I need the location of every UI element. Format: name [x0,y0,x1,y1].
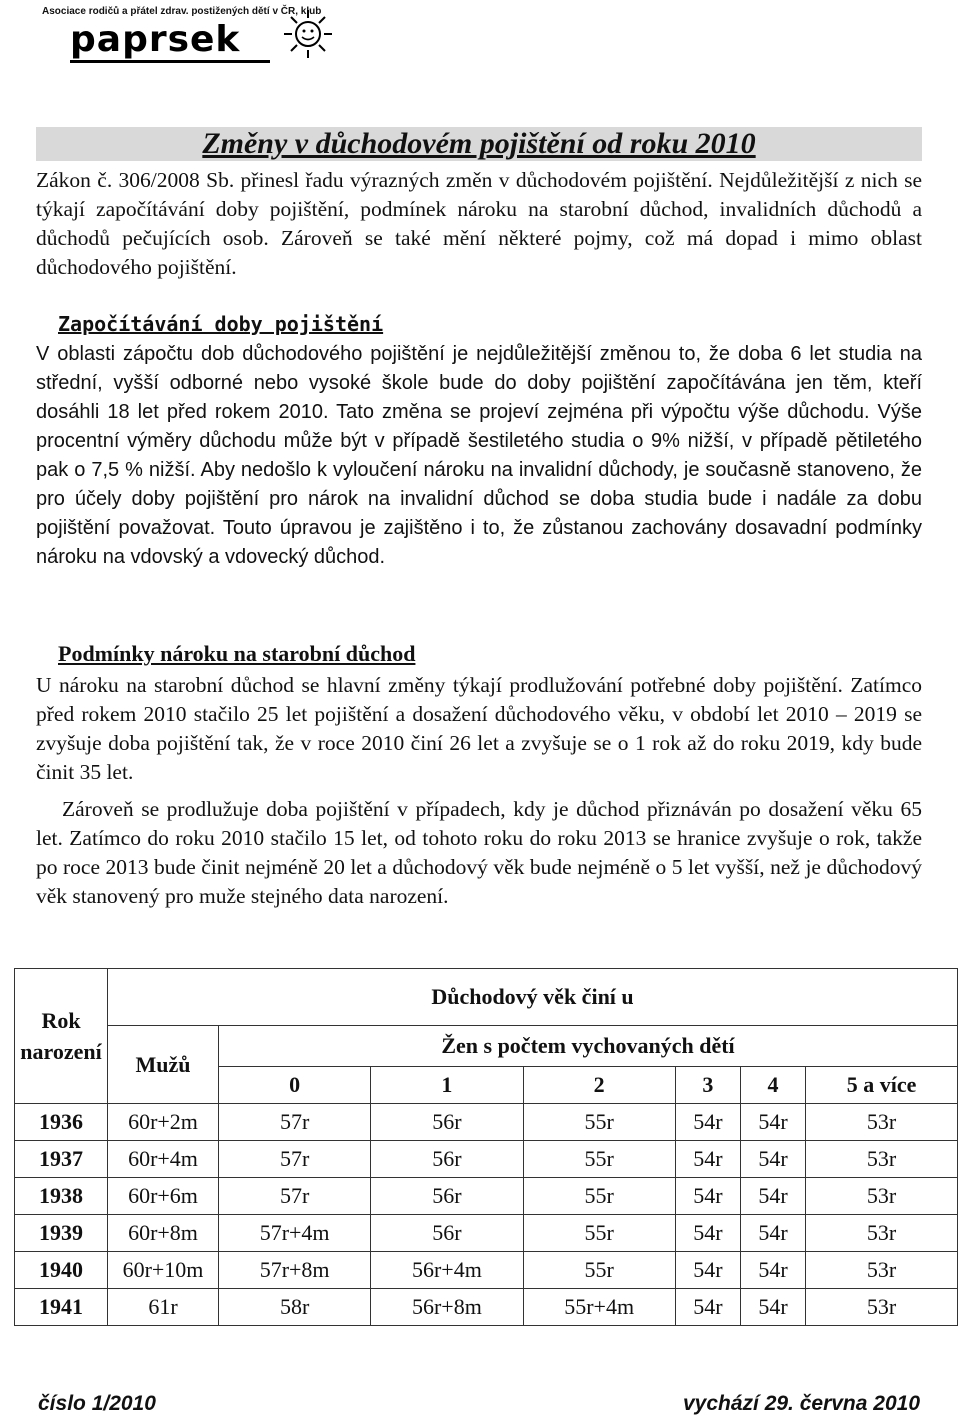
pension-conditions-paragraph-1: U nároku na starobní důchod se hlavní změny týkají prodlužování potřebné doby pojištění. Zatímco před rokem 2010 stačilo 25 let pojištění a dosažení důchodového věku, v období let 2010 – 2019 se zvyšuje doba pojištění tak, že v roce 2010 činí 26 let a zvyšuje se o 1 rok až do roku 2019, kdy bude činit 35 let. [36,673,922,784]
header-women: Žen s počtem vychovaných dětí [219,1026,958,1067]
women-age-cell: 53r [806,1252,958,1289]
women-age-cell: 58r [219,1289,371,1326]
insurance-period-paragraph: V oblasti zápočtu dob důchodového pojištění je nejdůležitější změnou to, že doba 6 let studia na střední, vyšší odborné nebo vysoké škole bude do doby pojištění započítávána jen těm, kteří dosáhli 18 let před rokem 2010. Tato změna se projeví zejména při výpočtu výše důchodu. Výše procentní výměry důchodu může být v případě šestiletého studia o 9% nižší, v případě pětiletého pak o 7,5 % nižší. Aby nedošlo k vyloučení nároku na invalidní důchody, je současně stanoveno, že pro účely doby pojištění pro nárok na invalidní důchod se doba studia bude i nadále za dobu pojištění považovat. Touto úpravou je zajištěno i to, že zůstanou zachovány dosavadní podmínky nároku na vdovský a vdovecký důchod. [36,343,922,568]
table-row [15,1104,958,1141]
birth-year-cell: 1940 [15,1252,108,1289]
birth-year-cell: 1939 [15,1215,108,1252]
women-age-cell: 56r [371,1178,523,1215]
children-count: 0 [219,1067,371,1104]
women-age-cell: 54r [675,1141,740,1178]
women-age-cell: 55r+4m [523,1289,675,1326]
pension-conditions-paragraph-2: Zároveň se prodlužuje doba pojištění v případech, kdy je důchod přiznáván po dosažení věku 65 let. Zatímco do roku 2010 stačilo 15 let, od tohoto roku do roku 2013 se hranice zvyšuje o rok, takže po roce 2013 bude činit nejméně 20 let a důchodový věk bude nejméně o 5 let vyšší, než je důchodový věk stanovený pro muže stejného data narození. [36,797,922,908]
women-age-cell: 54r [675,1215,740,1252]
women-age-cell: 57r+4m [219,1215,371,1252]
women-age-cell: 56r+8m [371,1289,523,1326]
article-title: Změny v důchodovém pojištění od roku 2010 [202,127,756,160]
table-row [15,1252,958,1289]
table-row [15,1215,958,1252]
women-age-cell: 53r [806,1104,958,1141]
women-age-cell: 56r+4m [371,1252,523,1289]
women-age-cell: 53r [806,1289,958,1326]
women-age-cell: 54r [675,1252,740,1289]
paprsek-logo: paprsek [70,19,241,60]
women-age-cell: 57r [219,1104,371,1141]
women-age-cell: 55r [523,1215,675,1252]
men-age-cell: 60r+8m [108,1215,219,1252]
women-age-cell: 55r [523,1104,675,1141]
section-heading-insurance-period: Započítávání doby pojištění [58,312,384,336]
women-age-cell: 54r [740,1178,805,1215]
intro-paragraph: Zákon č. 306/2008 Sb. přinesl řadu výrazných změn v důchodovém pojištění. Nejdůležitější z nich se týkají započítávání doby pojištění, podmínek nároku na starobní důchod, invalidních důchodů a důchodů pečujících osob. Zároveň se také mění některé pojmy, což má dopad i mimo oblast důchodového pojištění. [36,168,922,279]
sun-icon [282,8,334,60]
birth-year-cell: 1941 [15,1289,108,1326]
masthead [30,4,330,74]
women-age-cell: 54r [740,1141,805,1178]
men-age-cell: 60r+10m [108,1252,219,1289]
table-row [15,1178,958,1215]
table-row [15,1289,958,1326]
table-row [15,1141,958,1178]
women-age-cell: 57r [219,1141,371,1178]
women-age-cell: 55r [523,1141,675,1178]
organization-name: Asociace rodičů a přátel zdrav. postižených dětí v ČR, klub [42,6,322,17]
women-age-cell: 57r+8m [219,1252,371,1289]
women-age-cell: 54r [675,1289,740,1326]
section-heading-pension-conditions: Podmínky nároku na starobní důchod [58,641,416,666]
women-age-cell: 56r [371,1104,523,1141]
birth-year-cell: 1938 [15,1178,108,1215]
women-age-cell: 55r [523,1252,675,1289]
header-birth-year: Rok narození [15,969,108,1104]
women-age-cell: 54r [740,1252,805,1289]
women-age-cell: 54r [740,1215,805,1252]
logo-underline [70,60,270,63]
women-age-cell: 57r [219,1178,371,1215]
publication-date: vychází 29. června 2010 [682,1392,920,1415]
men-age-cell: 61r [108,1289,219,1326]
header-men: Mužů [108,1026,219,1104]
retirement-age-table [14,968,958,1326]
women-age-cell: 53r [806,1178,958,1215]
children-count: 1 [371,1067,523,1104]
children-count: 2 [523,1067,675,1104]
children-count: 3 [675,1067,740,1104]
birth-year-cell: 1936 [15,1104,108,1141]
men-age-cell: 60r+4m [108,1141,219,1178]
women-age-cell: 54r [675,1178,740,1215]
women-age-cell: 53r [806,1141,958,1178]
women-age-cell: 56r [371,1215,523,1252]
women-age-cell: 56r [371,1141,523,1178]
women-age-cell: 54r [740,1104,805,1141]
women-age-cell: 55r [523,1178,675,1215]
issue-number: číslo 1/2010 [38,1392,156,1415]
women-age-cell: 54r [740,1289,805,1326]
children-count: 4 [740,1067,805,1104]
children-count: 5 a více [806,1067,958,1104]
women-age-cell: 53r [806,1215,958,1252]
header-retirement-age: Důchodový věk činí u [108,969,958,1026]
birth-year-cell: 1937 [15,1141,108,1178]
women-age-cell: 54r [675,1104,740,1141]
men-age-cell: 60r+6m [108,1178,219,1215]
men-age-cell: 60r+2m [108,1104,219,1141]
